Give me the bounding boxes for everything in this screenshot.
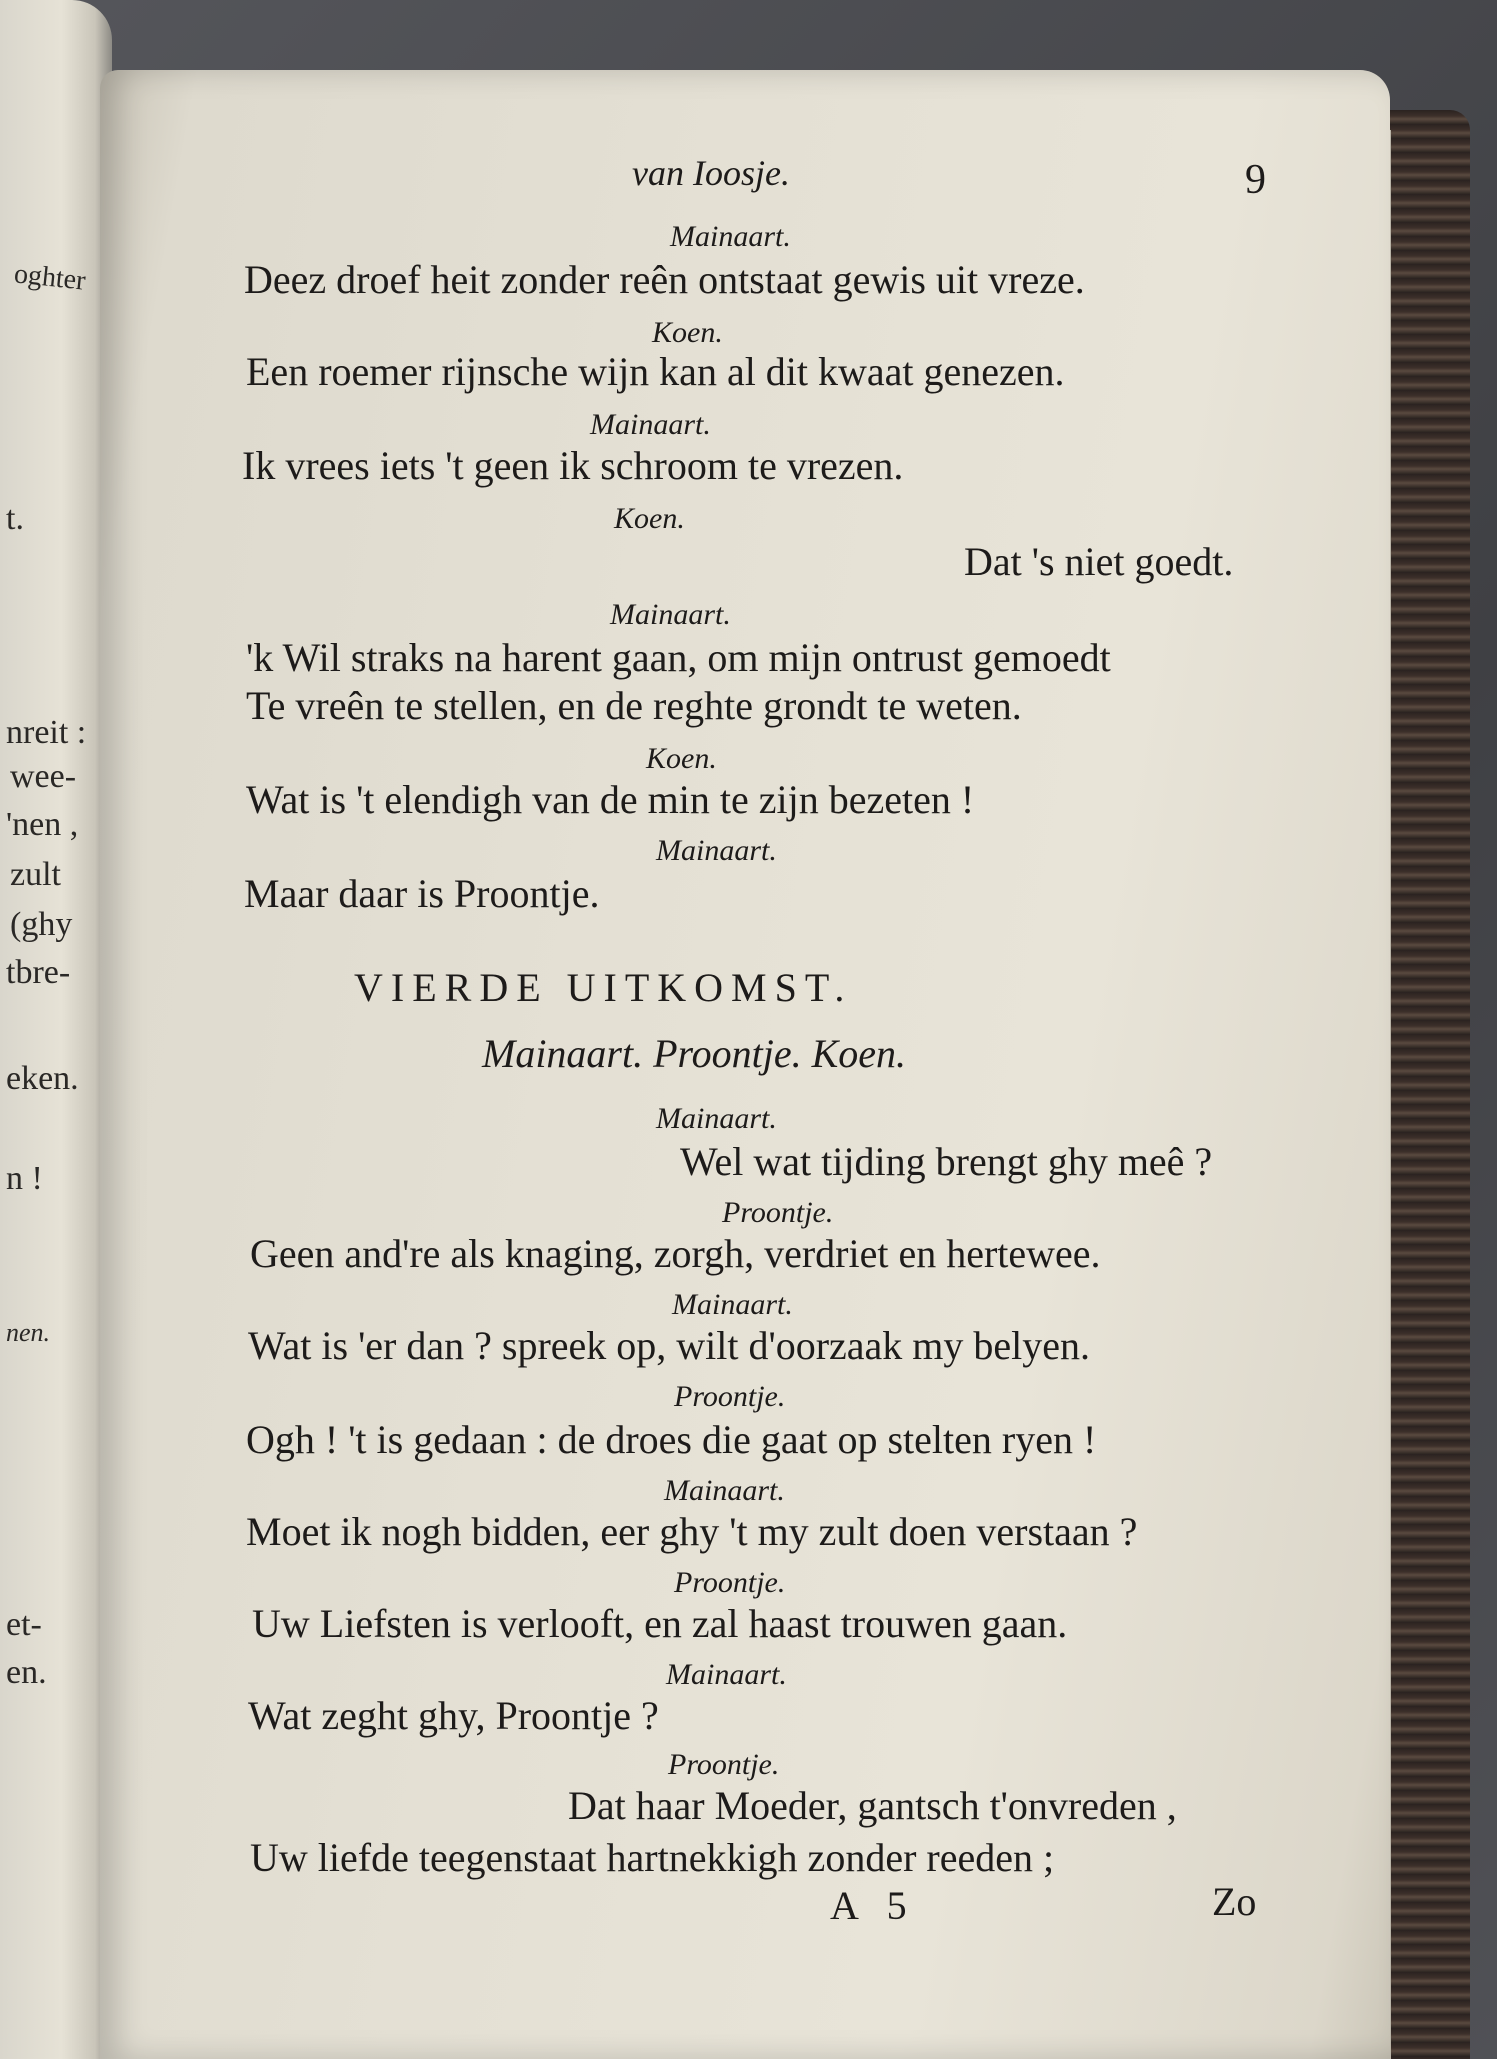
speaker-label: Koen. <box>646 742 717 775</box>
left-fragment: en. <box>6 1654 47 1691</box>
book-edge <box>1380 110 1470 2059</box>
verse-line: Dat haar Moeder, gantsch t'onvreden , <box>568 1783 1177 1828</box>
verse-line: Geen and're als knaging, zorgh, verdriet en hertewee. <box>250 1231 1101 1276</box>
verse-line: Deez droef heit zonder reên ontstaat gewis uit vreze. <box>244 257 1085 302</box>
book-page <box>100 70 1390 2059</box>
verse-line: Een roemer rijnsche wijn kan al dit kwaat genezen. <box>246 349 1065 394</box>
speaker-label: Koen. <box>614 502 685 535</box>
speaker-label: Mainaart. <box>610 598 731 631</box>
verse-line: Wat zeght ghy, Proontje ? <box>248 1693 659 1738</box>
speaker-label: Mainaart. <box>656 834 777 867</box>
left-fragment: (ghy <box>10 906 73 943</box>
left-fragment: tbre- <box>6 954 71 991</box>
verse-line: Moet ik nogh bidden, eer ghy 't my zult doen verstaan ? <box>246 1509 1138 1554</box>
speaker-label: Mainaart. <box>670 220 791 253</box>
verse-line: Ogh ! 't is gedaan : de droes die gaat op stelten ryen ! <box>246 1417 1097 1462</box>
left-fragment: n ! <box>6 1160 43 1197</box>
verse-line: Ik vrees iets 't geen ik schroom te vrezen. <box>242 443 904 488</box>
left-fragment: zult <box>10 856 61 893</box>
speaker-label: Proontje. <box>668 1748 780 1781</box>
left-fragment: oghter <box>12 258 88 297</box>
page-number: 9 <box>1245 157 1266 203</box>
scene-cast: Mainaart. Proontje. Koen. <box>482 1031 907 1076</box>
verse-line: Te vreên te stellen, en de reghte grondt te weten. <box>246 683 1022 728</box>
left-fragment: nreit : <box>6 714 87 751</box>
verse-line: Maar daar is Proontje. <box>244 871 600 916</box>
speaker-label: Proontje. <box>674 1566 786 1599</box>
verse-line: Wat is 't elendigh van de min te zijn bezeten ! <box>246 777 975 822</box>
left-fragment: 'nen , <box>6 806 79 843</box>
speaker-label: Mainaart. <box>672 1288 793 1321</box>
left-fragment: wee- <box>10 758 77 795</box>
speaker-label: Mainaart. <box>656 1102 777 1135</box>
running-title: van Ioosje. <box>632 153 790 193</box>
left-fragment: t. <box>6 500 24 537</box>
scene-title: VIERDE UITKOMST. <box>354 965 853 1010</box>
catchword: Zo <box>1212 1879 1257 1924</box>
left-fragment: et- <box>6 1606 42 1643</box>
verse-line: Wat is 'er dan ? spreek op, wilt d'oorzaak my belyen. <box>248 1323 1091 1368</box>
speaker-label: Mainaart. <box>666 1658 787 1691</box>
left-facing-page <box>0 0 112 2059</box>
left-fragment: nen. <box>6 1318 51 1347</box>
verse-line: 'k Wil straks na harent gaan, om mijn ontrust gemoedt <box>246 635 1111 680</box>
verse-line: Uw liefde teegenstaat hartnekkigh zonder reeden ; <box>250 1835 1055 1880</box>
verse-line: Uw Liefsten is verlooft, en zal haast trouwen gaan. <box>252 1601 1068 1646</box>
speaker-label: Koen. <box>652 316 723 349</box>
speaker-label: Proontje. <box>674 1380 786 1413</box>
verse-line: Dat 's niet goedt. <box>964 539 1234 584</box>
speaker-label: Mainaart. <box>590 408 711 441</box>
left-fragment: eken. <box>6 1060 79 1097</box>
signature-mark: A 5 <box>830 1883 917 1928</box>
verse-line: Wel wat tijding brengt ghy meê ? <box>680 1139 1213 1184</box>
speaker-label: Mainaart. <box>664 1474 785 1507</box>
speaker-label: Proontje. <box>722 1196 834 1229</box>
